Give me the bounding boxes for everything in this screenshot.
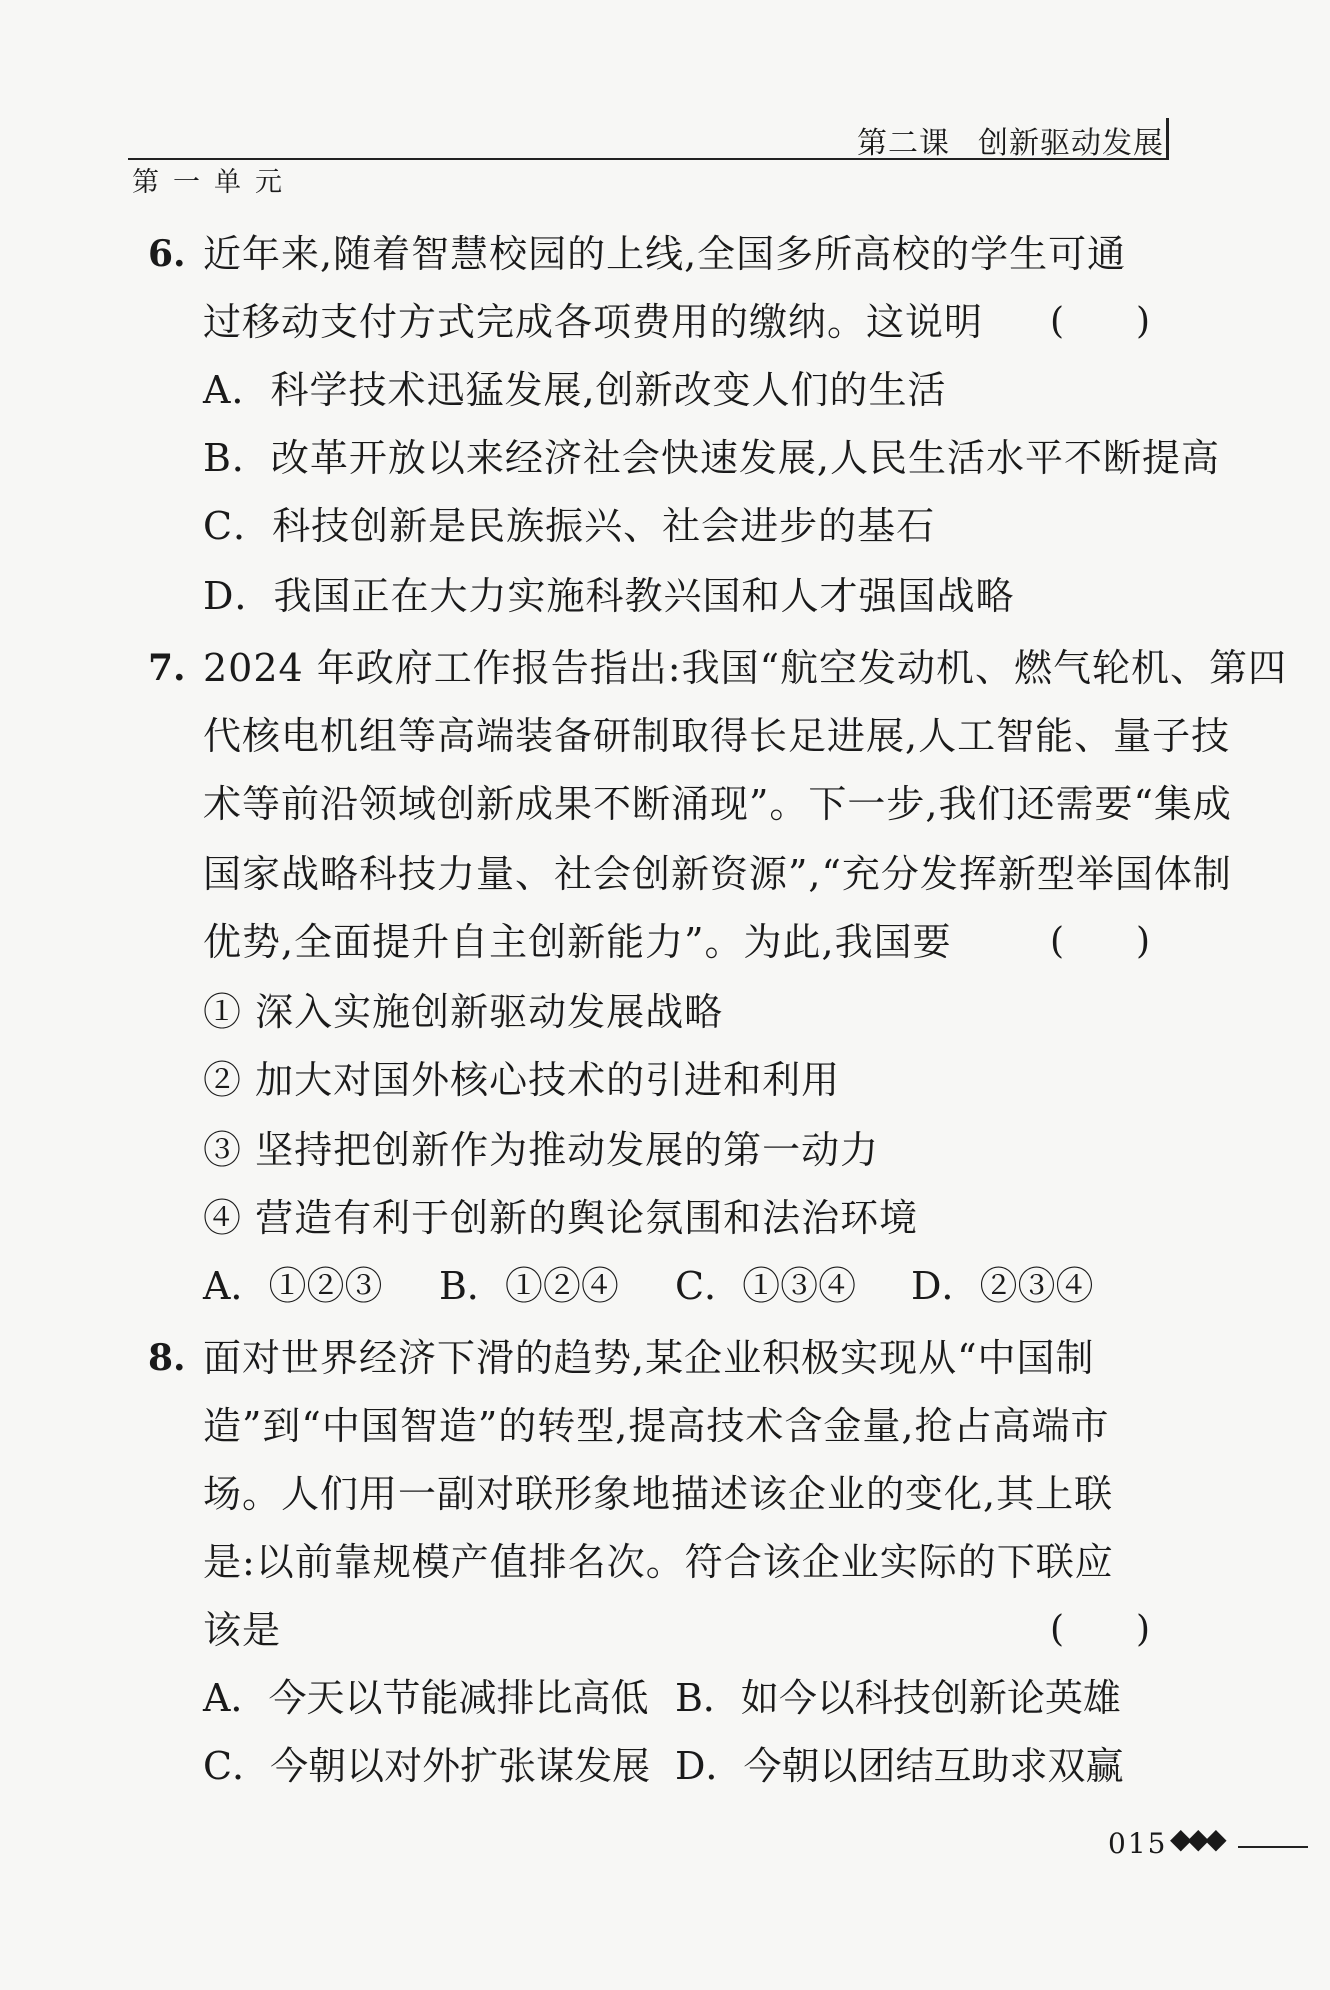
answer-paren: ( )	[1050, 1609, 1151, 1650]
header-bar	[1166, 118, 1169, 160]
option-d: D．我国正在大力实施科教兴国和人才强国战略	[203, 574, 1015, 618]
option-d: D．②③④	[911, 1264, 1094, 1308]
option-c: C．今朝以对外扩张谋发展	[203, 1744, 651, 1788]
option-d: D．今朝以团结互助求双赢	[675, 1744, 1124, 1788]
question-text-line: 代核电机组等高端装备研制取得长足进展,人工智能、量子技	[203, 714, 1231, 758]
question-text-line: 近年来,随着智慧校园的上线,全国多所高校的学生可通	[203, 232, 1127, 276]
question-text-line: 术等前沿领域创新成果不断涌现”。下一步,我们还需要“集成	[203, 782, 1232, 826]
option-row	[203, 1674, 1121, 1722]
question-number: 6.	[148, 233, 186, 275]
question-text-line: 2024 年政府工作报告指出:我国“航空发动机、燃气轮机、第四	[203, 646, 1288, 690]
footer-rule	[1238, 1846, 1308, 1848]
answer-paren: ( )	[1050, 921, 1151, 962]
statement-1: ① 深入实施创新驱动发展战略	[203, 990, 724, 1034]
question-text-line: 优势,全面提升自主创新能力”。为此,我国要	[203, 920, 952, 964]
question-number: 7.	[148, 647, 186, 689]
question-text-line: 是:以前靠规模产值排名次。符合该企业实际的下联应	[203, 1540, 1114, 1584]
option-c: C．科技创新是民族振兴、社会进步的基石	[203, 504, 936, 548]
unit-label: 第一单元	[132, 167, 296, 198]
lesson-title: 创新驱动发展	[978, 126, 1164, 161]
question-text-line: 场。人们用一副对联形象地描述该企业的变化,其上联	[203, 1472, 1114, 1516]
option-c: C．①③④	[675, 1264, 857, 1308]
option-b: B．改革开放以来经济社会快速发展,人民生活水平不断提高	[203, 436, 1221, 480]
question-number: 8.	[148, 1337, 186, 1379]
question-text-line: 该是	[203, 1608, 282, 1652]
option-b: B．①②④	[439, 1264, 619, 1308]
page-number: 015	[1108, 1827, 1168, 1860]
option-a: A．科学技术迅猛发展,创新改变人们的生活	[203, 368, 947, 412]
answer-paren: ( )	[1050, 301, 1151, 342]
statement-2: ② 加大对国外核心技术的引进和利用	[203, 1058, 841, 1102]
statement-3: ③ 坚持把创新作为推动发展的第一动力	[203, 1128, 880, 1172]
option-a: A．今天以节能减排比高低	[203, 1676, 649, 1720]
question-text-line: 造”到“中国智造”的转型,提高技术含金量,抢占高端市	[203, 1404, 1110, 1448]
question-text-line: 面对世界经济下滑的趋势,某企业积极实现从“中国制	[203, 1336, 1095, 1380]
option-a: A．①②③	[203, 1264, 383, 1308]
diamond-icon: ◆◆◆	[1170, 1822, 1223, 1855]
option-b: B．如今以科技创新论英雄	[675, 1676, 1121, 1720]
statement-4: ④ 营造有利于创新的舆论氛围和法治环境	[203, 1196, 919, 1240]
question-text-line: 国家战略科技力量、社会创新资源”,“充分发挥新型举国体制	[203, 852, 1232, 896]
option-row	[203, 1262, 1093, 1310]
question-text-line: 过移动支付方式完成各项费用的缴纳。这说明	[203, 300, 984, 344]
option-row	[203, 1742, 1123, 1790]
running-header	[857, 118, 1164, 162]
lesson-label: 第二课	[857, 126, 950, 161]
